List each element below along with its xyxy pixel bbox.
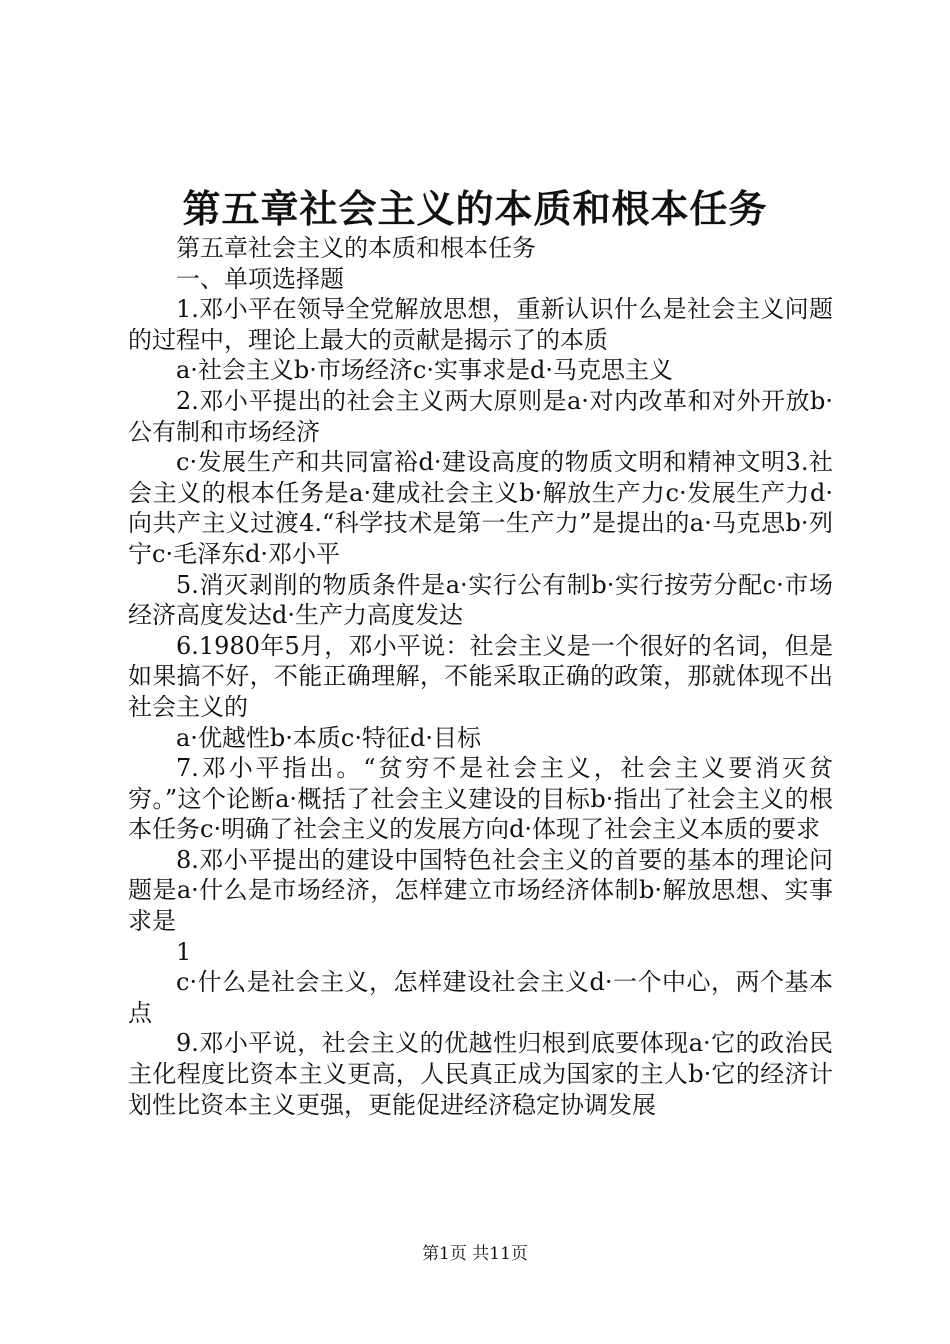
paragraph-question-7: 7.邓小平指出。“贫穷不是社会主义，社会主义要消灭贫穷。”这个论断a·概括了社会主义建设的目标b·指出了社会主义的根本任务c·明确了社会主义的发展方向d·体现了社会主义本质的要求 (128, 754, 833, 844)
paragraph-question-1: 1.邓小平在领导全党解放思想，重新认识什么是社会主义问题的过程中，理论上最大的贡献是揭示了的本质 (128, 295, 833, 354)
paragraph-question-6: 6.1980年5月，邓小平说：社会主义是一个很好的名词，但是如果搞不好，不能正确理解，不能采取正确的政策，那就体现不出社会主义的 (128, 631, 833, 721)
paragraph-question-9: 9.邓小平说，社会主义的优越性归根到底要体现a·它的政治民主化程度比资本主义更高，人民真正成为国家的主人b·它的经济计划性比资本主义更强，更能促进经济稳定协调发展 (128, 1029, 833, 1119)
document-body (128, 233, 833, 1120)
paragraph-question-2: 2.邓小平提出的社会主义两大原则是a·对内改革和对外开放b·公有制和市场经济 (128, 386, 833, 446)
paragraph-options-8: c·什么是社会主义，怎样建设社会主义d·一个中心，两个基本点 (128, 968, 833, 1027)
document-title: 第五章社会主义的本质和根本任务 (182, 186, 768, 231)
paragraph-question-5: 5.消灭剥削的物质条件是a·实行公有制b·实行按劳分配c·市场经济高度发达d·生产力高度发达 (128, 570, 833, 630)
paragraph-page-marker: 1 (176, 937, 192, 966)
paragraph-question-8: 8.邓小平提出的建设中国特色社会主义的首要的基本的理论问题是a·什么是市场经济，怎样建立市场经济体制b·解放思想、实事求是 (128, 845, 833, 936)
paragraph-subtitle: 第五章社会主义的本质和根本任务 (176, 234, 536, 262)
paragraph-options-1: a·社会主义b·市场经济c·实事求是d·马克思主义 (176, 356, 673, 385)
paragraph-options-6: a·优越性b·本质c·特征d·目标 (176, 723, 481, 752)
paragraph-questions-2-4: c·发展生产和共同富裕d·建设高度的物质文明和精神文明3.社会主义的根本任务是a·建成社会主义b·解放生产力c·发展生产力d·向共产主义过渡4.“科学技术是第一生产力”是提出的a·马克思b·列宁c·毛泽东d·邓小平 (128, 448, 833, 568)
page-footer: 第1页 共11页 (422, 1244, 528, 1264)
paragraph-section-heading: 一、单项选择题 (176, 264, 344, 293)
